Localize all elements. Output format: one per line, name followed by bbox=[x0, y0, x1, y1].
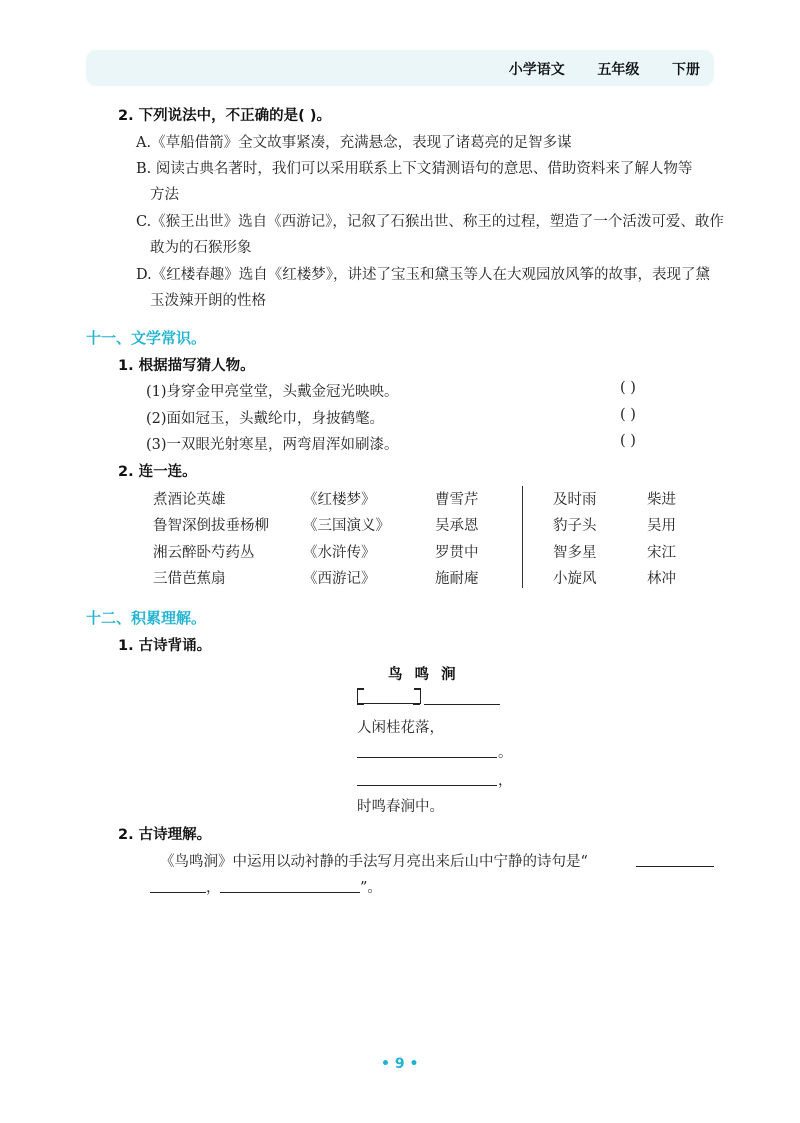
match-book-3[interactable]: 《水浒传》 bbox=[303, 545, 376, 561]
q2-option-d-line2: 玉泼辣开朗的性格 bbox=[150, 293, 266, 309]
poem-line-2-punct: 。 bbox=[498, 745, 513, 761]
s11-q1-title: 1. 根据描写猜人物。 bbox=[118, 358, 255, 374]
match-book-1[interactable]: 《红楼梦》 bbox=[303, 492, 376, 508]
match-nickname-4[interactable]: 小旋风 bbox=[553, 571, 597, 587]
author-bracket-blank[interactable] bbox=[357, 688, 421, 704]
author-blank-line bbox=[360, 703, 416, 704]
match-event-3[interactable]: 湘云醉卧芍药丛 bbox=[153, 545, 255, 561]
match-hero-1[interactable]: 柴进 bbox=[647, 492, 676, 508]
match-hero-2[interactable]: 吴用 bbox=[647, 518, 676, 534]
s12-q1-title: 1. 古诗背诵。 bbox=[118, 638, 212, 654]
match-author-2[interactable]: 吴承恩 bbox=[435, 518, 479, 534]
match-event-2[interactable]: 鲁智深倒拔垂杨柳 bbox=[153, 518, 269, 534]
poem-line-2-blank[interactable] bbox=[357, 757, 497, 758]
poem-line-1: 人闲桂花落， bbox=[357, 720, 444, 736]
match-nickname-2[interactable]: 豹子头 bbox=[553, 518, 597, 534]
match-event-1[interactable]: 煮酒论英雄 bbox=[153, 492, 226, 508]
match-book-2[interactable]: 《三国演义》 bbox=[303, 518, 390, 534]
answer-blank-1a[interactable] bbox=[636, 866, 714, 867]
poem-line-4: 时鸣春涧中。 bbox=[357, 799, 444, 815]
s12-q2-prompt: 《鸟鸣涧》中运用以动衬静的手法写月亮出来后山中宁静的诗句是“ bbox=[160, 854, 588, 870]
match-author-4[interactable]: 施耐庵 bbox=[435, 571, 479, 587]
answer-comma: ， bbox=[206, 880, 221, 896]
page-number: • 9 • bbox=[381, 1056, 419, 1072]
match-nickname-3[interactable]: 智多星 bbox=[553, 545, 597, 561]
s11-q1-item-3: (3)一双眼光射寒星，两弯眉浑如刷漆。 bbox=[146, 437, 399, 453]
q2-option-b-line1: B. 阅读古典名著时，我们可以采用联系上下文猜测语句的意思、借助资料来了解人物等 bbox=[136, 161, 693, 177]
match-author-1[interactable]: 曹雪芹 bbox=[435, 492, 479, 508]
match-hero-3[interactable]: 宋江 bbox=[647, 545, 676, 561]
match-book-4[interactable]: 《西游记》 bbox=[303, 571, 376, 587]
answer-blank-2[interactable] bbox=[220, 892, 360, 893]
q2-option-b-line2: 方法 bbox=[150, 187, 179, 203]
answer-paren-3[interactable]: ( ) bbox=[620, 433, 636, 449]
q2-option-c-line1: C.《猴王出世》选自《西游记》，记叙了石猴出世、称王的过程，塑造了一个活泼可爱、敢作 bbox=[136, 214, 724, 230]
header-title: 小学语文 五年级 下册 bbox=[508, 62, 700, 78]
poem-line-3-punct: ， bbox=[498, 773, 513, 789]
header-bar bbox=[86, 50, 714, 86]
q2-option-d-line1: D.《红楼春趣》选自《红楼梦》，讲述了宝玉和黛玉等人在大观园放风筝的故事，表现了黛 bbox=[136, 267, 710, 283]
section-12-title: 十二、积累理解。 bbox=[86, 609, 207, 627]
match-hero-4[interactable]: 林冲 bbox=[647, 571, 676, 587]
poem-title: 鸟鸣涧 bbox=[388, 667, 468, 683]
column-divider bbox=[522, 486, 523, 588]
s11-q2-title: 2. 连一连。 bbox=[118, 464, 197, 480]
dynasty-blank-line[interactable] bbox=[424, 704, 500, 705]
q2-option-c-line2: 敢为的石猴形象 bbox=[150, 240, 252, 256]
answer-paren-1[interactable]: ( ) bbox=[620, 380, 636, 396]
s11-q1-item-2: (2)面如冠玉，头戴纶巾，身披鹤氅。 bbox=[146, 411, 385, 427]
s12-q2-title: 2. 古诗理解。 bbox=[118, 827, 212, 843]
answer-paren-2[interactable]: ( ) bbox=[620, 407, 636, 423]
s11-q1-item-1: (1)身穿金甲亮堂堂，头戴金冠光映映。 bbox=[146, 384, 399, 400]
match-nickname-1[interactable]: 及时雨 bbox=[553, 492, 597, 508]
q2-option-a: A.《草船借箭》全文故事紧凑，充满悬念，表现了诸葛亮的足智多谋 bbox=[136, 135, 572, 151]
section-11-title: 十一、文学常识。 bbox=[86, 329, 207, 347]
poem-line-3-blank[interactable] bbox=[357, 785, 497, 786]
match-event-4[interactable]: 三借芭蕉扇 bbox=[153, 571, 226, 587]
q2-title: 2. 下列说法中，不正确的是( )。 bbox=[118, 108, 331, 124]
answer-blank-1b[interactable] bbox=[150, 892, 206, 893]
answer-end-quote: ”。 bbox=[360, 880, 382, 896]
match-author-3[interactable]: 罗贯中 bbox=[435, 545, 479, 561]
